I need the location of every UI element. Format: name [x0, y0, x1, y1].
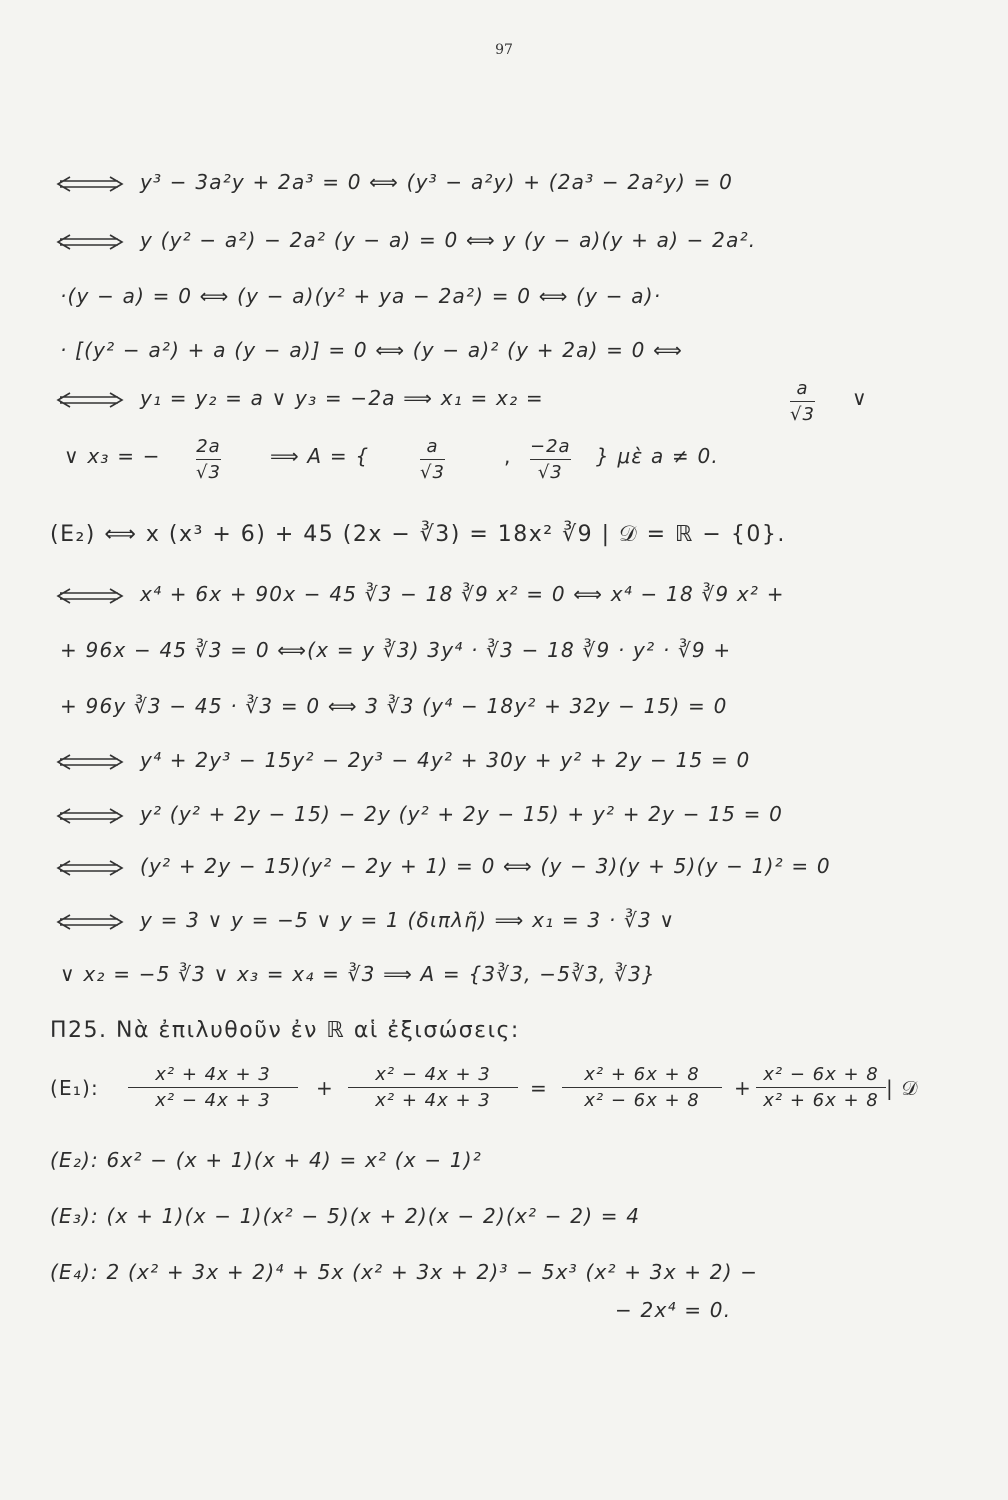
problem-title: Π25. Νὰ ἐπιλυθοῦν ἐν ℝ αἱ ἐξισώσεις: [50, 1018, 520, 1043]
derivation-line [0, 740, 1008, 788]
derivation-line [0, 330, 1008, 378]
derivation-line [0, 276, 1008, 324]
equation-text: x⁴ + 6x + 90x − 45 ∛3 − 18 ∛9 x² = 0 ⟺ x⁴ − 18 ∛9 x² + [140, 582, 785, 606]
equation-text: (E₃): (x + 1)(x − 1)(x² − 5)(x + 2)(x − 2)(x² − 2) = 4 [50, 1204, 641, 1228]
domain-marker: | 𝒟 [886, 1076, 919, 1100]
equation-text: ⟹ A = { [270, 444, 370, 468]
derivation-line [0, 794, 1008, 842]
equivalence-arrow-icon [56, 234, 126, 250]
equation-text: y⁴ + 2y³ − 15y² − 2y³ − 4y² + 30y + y² + 2y − 15 = 0 [140, 748, 751, 772]
equation-text: y³ − 3a²y + 2a³ = 0 ⟺ (y³ − a²y) + (2a³ − 2a²y) = 0 [140, 170, 734, 194]
fraction [562, 1064, 722, 1111]
equation-text: (E₄): 2 (x² + 3x + 2)⁴ + 5x (x² + 3x + 2)³ − 5x³ (x² + 3x + 2) − [50, 1260, 759, 1284]
derivation-line [0, 630, 1008, 678]
numerator: a [796, 378, 809, 399]
equation-text: + 96y ∛3 − 45 · ∛3 = 0 ⟺ 3 ∛3 (y⁴ − 18y² + 32y − 15) = 0 [60, 694, 728, 718]
plus-sign: + [316, 1076, 334, 1100]
equivalence-arrow-icon [56, 588, 126, 604]
derivation-line [0, 220, 1008, 268]
equation-text: + 96x − 45 ∛3 = 0 ⟺(x = y ∛3) 3y⁴ · ∛3 − 18 ∛9 · y² · ∛9 + [60, 638, 732, 662]
denominator: √3 [537, 462, 563, 483]
derivation-line [0, 954, 1008, 1002]
page-number: 97 [495, 42, 513, 58]
numerator: x² − 6x + 8 [763, 1064, 879, 1085]
equation-e1 [0, 1062, 1008, 1132]
derivation-line [0, 574, 1008, 622]
equation-text: (E₂) ⟺ x (x³ + 6) + 45 (2x − ∛3) = 18x² ∛9 | 𝒟 = ℝ − {0}. [50, 522, 786, 547]
equation-label: (E₁): [50, 1076, 99, 1100]
equation-text: y (y² − a²) − 2a² (y − a) = 0 ⟺ y (y − a)(y + a) − 2a². [140, 228, 757, 252]
denominator: x² − 6x + 8 [584, 1090, 700, 1111]
equivalence-arrow-icon [56, 754, 126, 770]
equation-text: (E₂): 6x² − (x + 1)(x + 4) = x² (x − 1)² [50, 1148, 483, 1172]
equation-text: ·(y − a) = 0 ⟺ (y − a)(y² + ya − 2a²) = 0 ⟺ (y − a)· [60, 284, 662, 308]
denominator: √3 [420, 462, 445, 483]
problem-heading [0, 1010, 1008, 1058]
equation-text: ∨ x₂ = −5 ∛3 ∨ x₃ = x₄ = ∛3 ⟹ A = {3∛3, −5∛3, ∛3} [60, 962, 656, 986]
equation-e2 [0, 1140, 1008, 1188]
equation-text: ∨ x₃ = − [64, 444, 161, 468]
denominator: √3 [790, 404, 815, 425]
equation-text: · [(y² − a²) + a (y − a)] = 0 ⟺ (y − a)² (y + 2a) = 0 ⟺ [60, 338, 684, 362]
equation-text: (y² + 2y − 15)(y² − 2y + 1) = 0 ⟺ (y − 3)(y + 5)(y − 1)² = 0 [140, 854, 831, 878]
derivation-line [0, 514, 1008, 562]
equivalence-arrow-icon [56, 176, 126, 192]
equivalence-arrow-icon [56, 808, 126, 824]
equivalence-arrow-icon [56, 392, 126, 408]
equation-text: y = 3 ∨ y = −5 ∨ y = 1 (διπλῆ) ⟹ x₁ = 3 · ∛3 ∨ [140, 908, 676, 932]
numerator: −2a [530, 436, 571, 457]
denominator: x² + 6x + 8 [763, 1090, 879, 1111]
fraction [530, 436, 571, 483]
equation-e4-continuation [0, 1290, 1008, 1338]
denominator: √3 [196, 462, 221, 483]
derivation-line [0, 846, 1008, 894]
fraction [348, 1064, 518, 1111]
fraction [128, 1064, 298, 1111]
numerator: a [426, 436, 439, 457]
numerator: x² + 4x + 3 [155, 1064, 271, 1085]
numerator: x² − 4x + 3 [375, 1064, 491, 1085]
comma: , [504, 444, 512, 468]
derivation-line [0, 436, 1008, 496]
plus-sign: + [734, 1076, 752, 1100]
fraction [420, 436, 445, 483]
numerator: 2a [196, 436, 221, 457]
equation-text: y₁ = y₂ = a ∨ y₃ = −2a ⟹ x₁ = x₂ = [140, 386, 544, 410]
derivation-line [0, 378, 1008, 438]
derivation-line [0, 162, 1008, 210]
numerator: x² + 6x + 8 [584, 1064, 700, 1085]
equivalence-arrow-icon [56, 914, 126, 930]
equivalence-arrow-icon [56, 860, 126, 876]
derivation-line [0, 686, 1008, 734]
fraction [196, 436, 221, 483]
equation-text: y² (y² + 2y − 15) − 2y (y² + 2y − 15) + y² + 2y − 15 = 0 [140, 802, 784, 826]
denominator: x² − 4x + 3 [155, 1090, 271, 1111]
fraction [756, 1064, 886, 1111]
or-symbol: ∨ [852, 386, 868, 410]
denominator: x² + 4x + 3 [375, 1090, 491, 1111]
equation-e3 [0, 1196, 1008, 1244]
equals-sign: = [530, 1076, 548, 1100]
fraction [790, 378, 815, 425]
equation-text: − 2x⁴ = 0. [615, 1298, 732, 1322]
derivation-line [0, 900, 1008, 948]
equation-text: } μὲ a ≠ 0. [596, 444, 719, 468]
